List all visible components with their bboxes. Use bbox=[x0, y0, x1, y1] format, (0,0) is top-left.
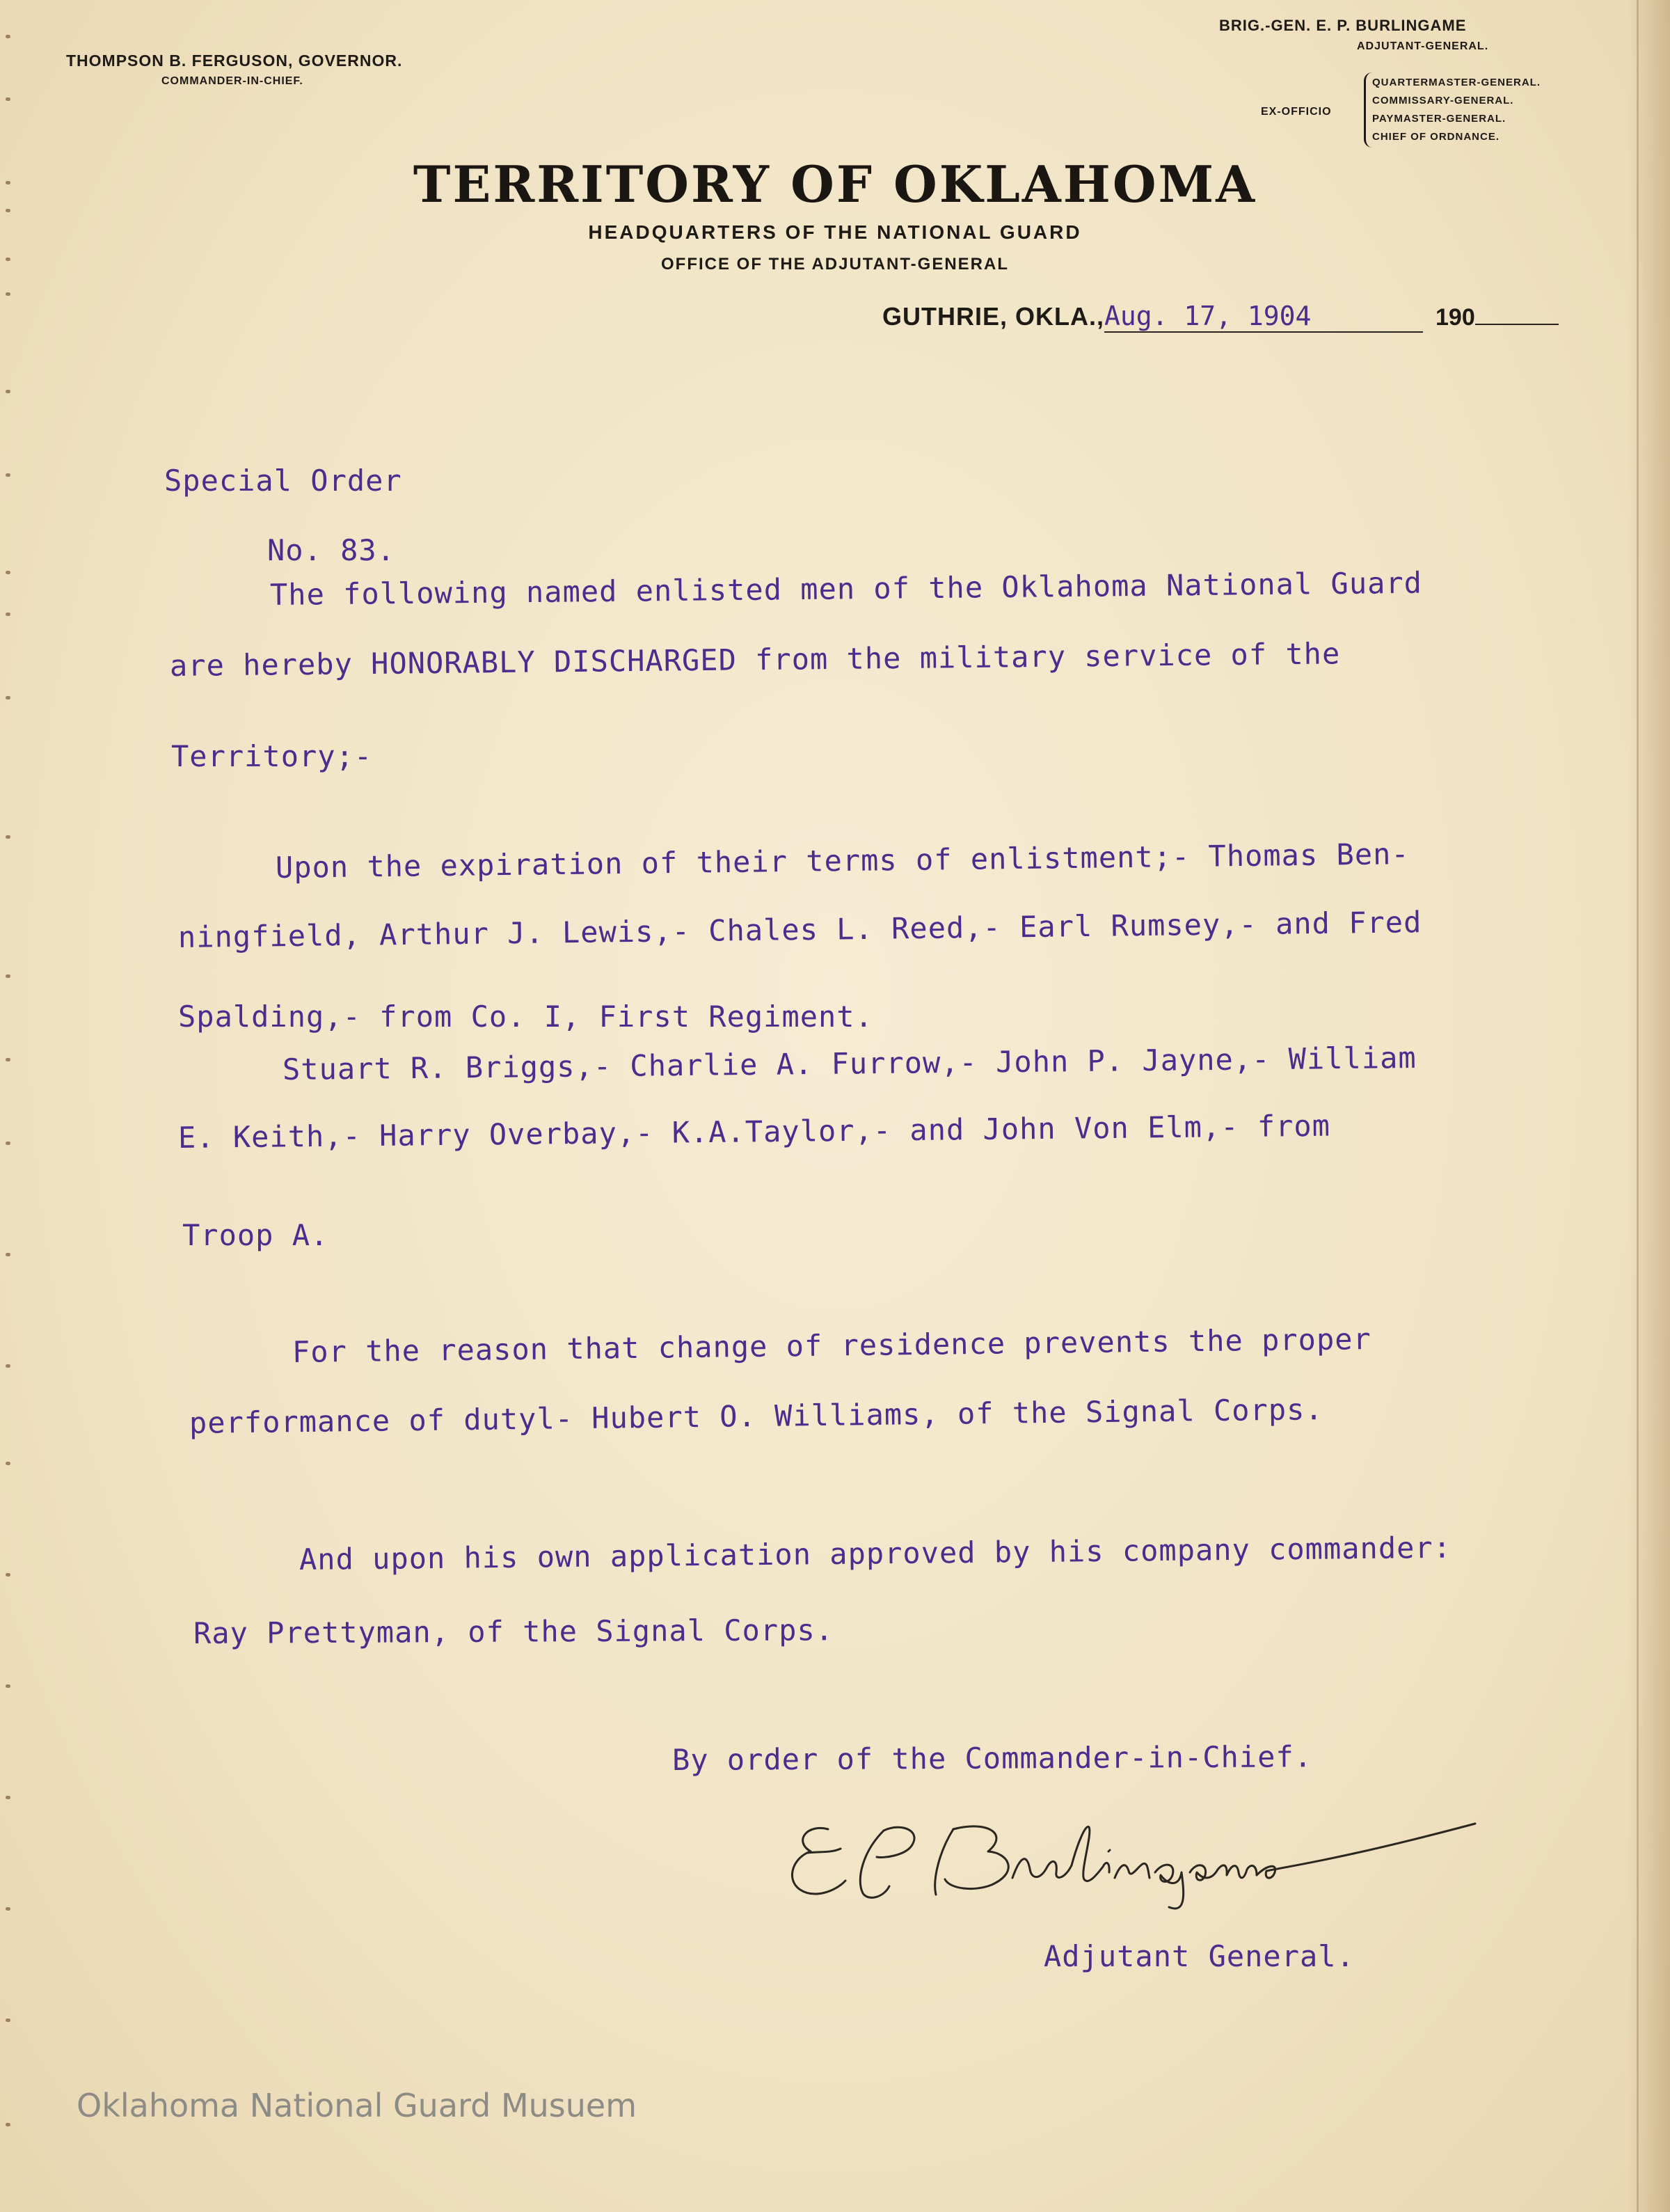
letterhead-title: TERRITORY OF OKLAHOMA bbox=[413, 155, 1257, 214]
adjutant-name: BRIG.-GEN. E. P. BURLINGAME bbox=[1219, 17, 1467, 34]
dateline-date: Aug. 17, 1904 bbox=[1104, 301, 1423, 333]
dateline-year-line bbox=[1475, 324, 1559, 325]
binding-hole bbox=[6, 1796, 10, 1799]
body-line: Territory;- bbox=[171, 739, 373, 773]
body-line: Ray Prettyman, of the Signal Corps. bbox=[193, 1613, 834, 1650]
binding-hole bbox=[6, 974, 10, 978]
page-fold-line bbox=[1637, 0, 1639, 2212]
binding-hole bbox=[6, 292, 10, 296]
adjutant-role: ADJUTANT-GENERAL. bbox=[1357, 40, 1489, 52]
binding-holes bbox=[6, 0, 22, 2212]
letterhead-office: OFFICE OF THE ADJUTANT-GENERAL bbox=[661, 255, 1009, 274]
binding-hole bbox=[6, 696, 10, 700]
office-item: CHIEF OF ORDNANCE. bbox=[1372, 131, 1500, 143]
letterhead-subtitle: HEADQUARTERS OF THE NATIONAL GUARD bbox=[588, 221, 1082, 243]
binding-hole bbox=[6, 1364, 10, 1368]
ex-officio-label: EX-OFFICIO bbox=[1261, 106, 1332, 118]
binding-hole bbox=[6, 390, 10, 393]
body-line: E. Keith,- Harry Overbay,- K.A.Taylor,- and John Von Elm,- from bbox=[177, 1108, 1331, 1155]
closing-line: By order of the Commander-in-Chief. bbox=[671, 1739, 1313, 1777]
body-line: Spalding,- from Co. I, First Regiment. bbox=[178, 1000, 873, 1034]
binding-hole bbox=[6, 35, 10, 38]
office-item: COMMISSARY-GENERAL. bbox=[1372, 95, 1514, 106]
binding-hole bbox=[6, 2019, 10, 2022]
binding-hole bbox=[6, 1058, 10, 1061]
binding-hole bbox=[6, 835, 10, 839]
governor-role: COMMANDER-IN-CHIEF. bbox=[161, 75, 303, 87]
order-heading: Special Order bbox=[164, 464, 402, 498]
binding-hole bbox=[6, 571, 10, 574]
binding-hole bbox=[6, 97, 10, 101]
order-number: No. 83. bbox=[267, 533, 396, 567]
body-line: ningfield, Arthur J. Lewis,- Chales L. Reed,- Earl Rumsey,- and Fred bbox=[177, 905, 1422, 954]
binding-hole bbox=[6, 1907, 10, 1911]
binding-hole bbox=[6, 1141, 10, 1145]
binding-hole bbox=[6, 2123, 10, 2126]
body-line: performance of dutyl- Hubert O. Williams, of the Signal Corps. bbox=[189, 1392, 1323, 1440]
signatory-title: Adjutant General. bbox=[1044, 1939, 1355, 1973]
binding-hole bbox=[6, 1253, 10, 1256]
office-item: PAYMASTER-GENERAL. bbox=[1372, 113, 1506, 125]
body-line: Stuart R. Briggs,- Charlie A. Furrow,- John P. Jayne,- William bbox=[282, 1040, 1417, 1087]
body-line: Troop A. bbox=[182, 1218, 329, 1252]
binding-hole bbox=[6, 473, 10, 477]
ex-officio-offices bbox=[1372, 74, 1541, 146]
binding-hole bbox=[6, 1684, 10, 1688]
dateline-year-prefix: 190 bbox=[1436, 304, 1475, 331]
dateline bbox=[882, 301, 1559, 333]
body-line: The following named enlisted men of the Oklahoma National Guard bbox=[269, 565, 1423, 612]
dateline-place: GUTHRIE, OKLA., bbox=[882, 302, 1104, 331]
governor-name: THOMPSON B. FERGUSON, GOVERNOR. bbox=[66, 52, 403, 70]
body-line: are hereby HONORABLY DISCHARGED from the military service of the bbox=[169, 636, 1341, 683]
body-line: For the reason that change of residence prevents the proper bbox=[292, 1322, 1372, 1369]
body-line: Upon the expiration of their terms of enlistment;- Thomas Ben- bbox=[275, 837, 1410, 885]
page-edge-shadow bbox=[1628, 0, 1670, 2212]
handwritten-signature bbox=[779, 1803, 1503, 1914]
binding-hole bbox=[6, 1573, 10, 1577]
binding-hole bbox=[6, 613, 10, 616]
binding-hole bbox=[6, 1462, 10, 1465]
body-line: And upon his own application approved by his company commander: bbox=[299, 1530, 1452, 1577]
museum-watermark: Oklahoma National Guard Musuem bbox=[77, 2087, 637, 2124]
office-item: QUARTERMASTER-GENERAL. bbox=[1372, 77, 1541, 88]
